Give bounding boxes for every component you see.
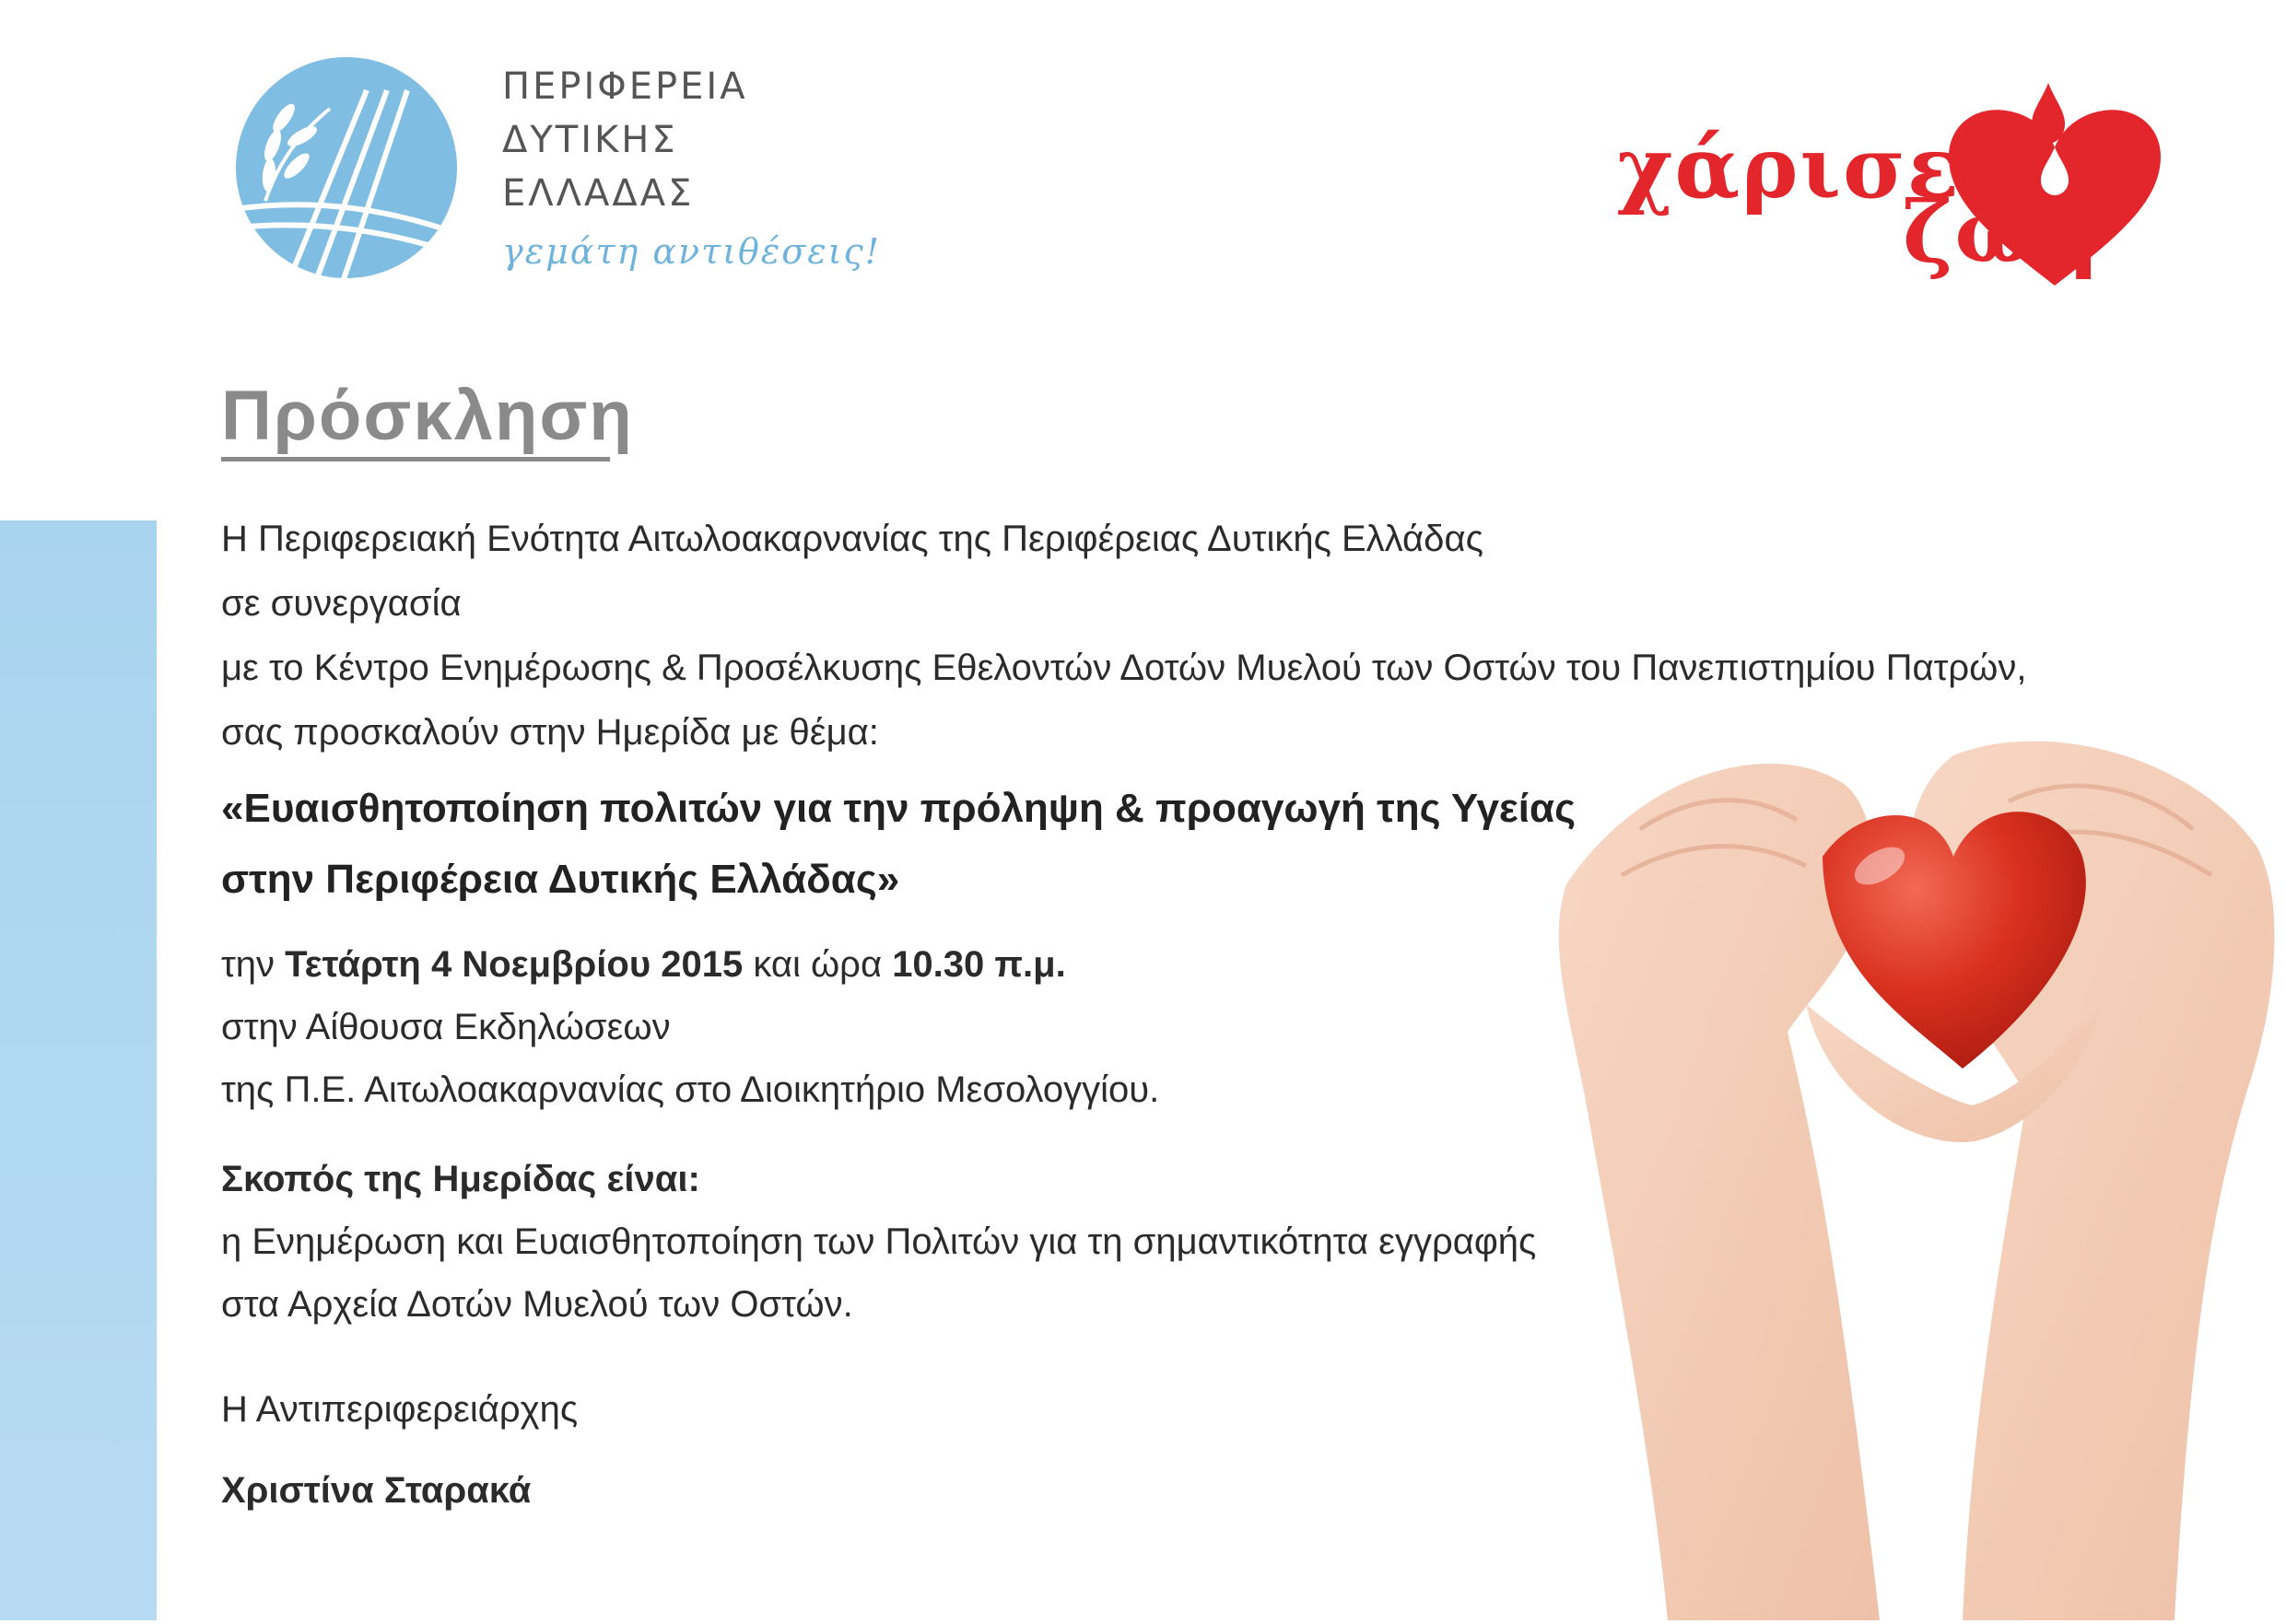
blue-side-band — [0, 520, 157, 1620]
give-life-logo — [1617, 83, 2170, 290]
region-name — [502, 60, 889, 272]
theme-line-1: «Ευαισθητοποίηση πολιτών για την πρόληψη & προαγωγή της Υγείας — [221, 786, 1576, 831]
signature-role: Η Αντιπεριφερειάρχης — [221, 1389, 579, 1430]
event-date: Τετάρτη 4 Νοεμβρίου 2015 — [285, 944, 744, 985]
purpose-line-1: η Ενημέρωση και Ευαισθητοποίηση των Πολιτών για τη σημαντικότητα εγγραφής — [221, 1221, 1537, 1262]
intro-line-3: με το Κέντρο Ενημέρωσης & Προσέλκυσης Εθελοντών Δοτών Μυελού των Οστών του Πανεπιστημίου Πατρών, — [221, 648, 2027, 688]
theme-line-2: στην Περιφέρεια Δυτικής Ελλάδας» — [221, 857, 900, 902]
region-name-line-1: ΠΕΡΙΦΕΡΕΙΑ — [502, 65, 748, 108]
intro-line-4: σας προσκαλούν στην Ημερίδα με θέμα: — [221, 712, 879, 753]
page-title: Πρόσκληση — [221, 377, 634, 455]
region-slogan: γεμάτη αντιθέσεις! — [502, 231, 882, 272]
title-underline — [221, 457, 610, 461]
event-time: 10.30 π.μ. — [892, 944, 1066, 985]
when-prefix: την — [221, 944, 286, 985]
region-name-line-2: ΔΥΤΙΚΗΣ — [502, 119, 678, 161]
signature-name: Χριστίνα Σταρακά — [221, 1470, 532, 1511]
give-life-word-1: χάρισε — [1617, 118, 1961, 217]
region-logo-emblem — [229, 53, 468, 284]
venue-line-1: στην Αίθουσα Εκδηλώσεων — [221, 1007, 671, 1047]
venue-line-2: της Π.Ε. Αιτωλοακαρνανίας στο Διοικητήριο Μεσολογγίου. — [221, 1069, 1160, 1110]
intro-line-1: Η Περιφερειακή Ενότητα Αιτωλοακαρνανίας της Περιφέρειας Δυτικής Ελλάδας — [221, 519, 1483, 559]
purpose-line-2: στα Αρχεία Δοτών Μυελού των Οστών. — [221, 1284, 853, 1325]
event-when — [221, 944, 1066, 986]
purpose-heading: Σκοπός της Ημερίδας είναι: — [221, 1159, 700, 1199]
hands-holding-heart-image — [1530, 700, 2286, 1620]
give-life-word-2: ζωή — [1903, 182, 2101, 282]
region-name-line-3: ΕΛΛΑΔΑΣ — [502, 172, 695, 215]
when-middle: και ώρα — [743, 944, 893, 985]
intro-line-2: σε συνεργασία — [221, 583, 462, 624]
